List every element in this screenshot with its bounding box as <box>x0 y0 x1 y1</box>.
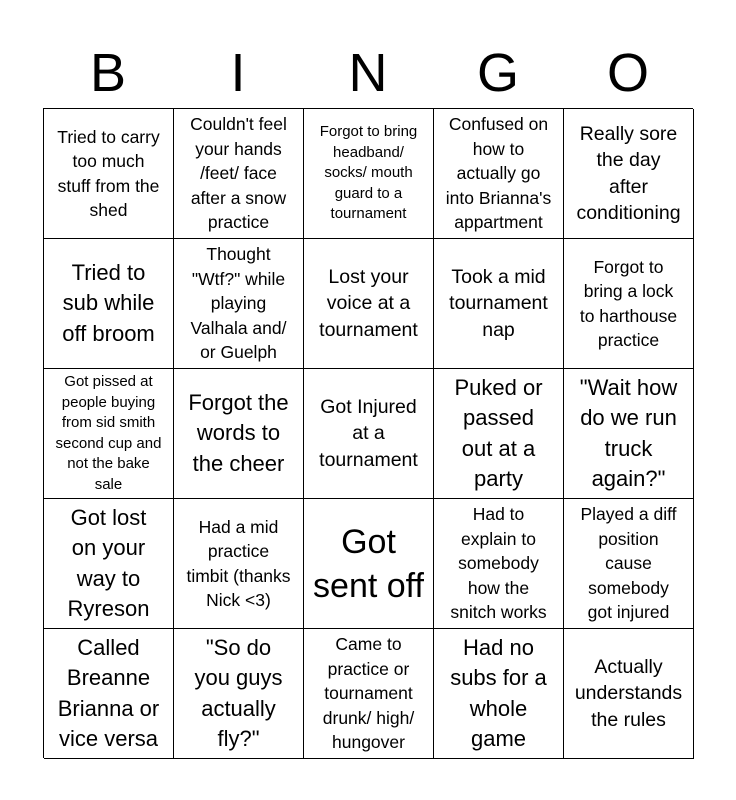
bingo-cell-r3-c5[interactable] <box>564 369 694 499</box>
header-letter-n: N <box>348 43 388 103</box>
bingo-header <box>43 38 693 108</box>
header-letter-i: I <box>230 43 246 103</box>
cell-text: Got pissed at people buying from sid smith second cup and not the bake sale <box>55 373 162 493</box>
bingo-cell-r5-c5[interactable] <box>564 629 694 759</box>
bingo-cell-r3-c2[interactable] <box>174 369 304 499</box>
bingo-cell-r3-c3[interactable] <box>304 369 434 499</box>
bingo-cell-r2-c1[interactable] <box>44 239 174 369</box>
bingo-cell-r4-c4[interactable] <box>434 499 564 629</box>
cell-text: Forgot to bring headband/ socks/ mouth guard to a tournament <box>319 123 418 223</box>
cell-text: Confused on how to actually go into Brianna's appartment <box>445 114 552 233</box>
cell-text: Thought "Wtf?" while playing Valhala and/ or Guelph <box>190 244 287 363</box>
bingo-cell-r2-c3[interactable] <box>304 239 434 369</box>
bingo-cell-r3-c1[interactable] <box>44 369 174 499</box>
bingo-cell-r5-c4[interactable] <box>434 629 564 759</box>
bingo-cell-r1-c1[interactable] <box>44 109 174 239</box>
cell-text: Couldn't feel your hands /feet/ face after a snow practice <box>190 114 287 233</box>
cell-text: Tried to carry too much stuff from the shed <box>57 126 160 220</box>
cell-text: Tried to sub while off broom <box>62 259 155 346</box>
cell-text: Had a mid practice timbit (thanks Nick <3) <box>186 516 291 610</box>
bingo-cell-r2-c5[interactable] <box>564 239 694 369</box>
cell-text: Came to practice or tournament drunk/ high/ hungover <box>322 634 415 753</box>
free-space-text: Got sent off <box>313 522 424 605</box>
cell-text: "Wait how do we run truck again?" <box>579 374 678 491</box>
bingo-cell-r1-c2[interactable] <box>174 109 304 239</box>
cell-text: Got Injured at a tournament <box>319 395 418 471</box>
cell-text: Actually understands the rules <box>574 655 683 731</box>
cell-text: Took a mid tournament nap <box>449 265 548 341</box>
cell-text: Had no subs for a whole game <box>450 634 547 751</box>
cell-text: Forgot to bring a lock to harthouse practice <box>579 256 678 350</box>
cell-text: Lost your voice at a tournament <box>319 265 418 341</box>
cell-text: Called Breanne Brianna or vice versa <box>57 634 160 751</box>
bingo-cell-r5-c1[interactable] <box>44 629 174 759</box>
cell-text: Got lost on your way to Ryreson <box>67 504 150 621</box>
header-letter-g: G <box>476 43 519 103</box>
bingo-cell-r4-c5[interactable] <box>564 499 694 629</box>
cell-text: Played a diff position cause somebody got injured <box>580 504 677 623</box>
bingo-cell-r2-c4[interactable] <box>434 239 564 369</box>
bingo-cell-r4-c1[interactable] <box>44 499 174 629</box>
cell-text: Had to explain to somebody how the snitch works <box>450 504 547 623</box>
bingo-cell-r1-c5[interactable] <box>564 109 694 239</box>
bingo-cell-r3-c4[interactable] <box>434 369 564 499</box>
bingo-cell-r1-c3[interactable] <box>304 109 434 239</box>
cell-text: Puked or passed out at a party <box>454 374 543 491</box>
cell-text: Really sore the day after conditioning <box>576 122 681 224</box>
cell-text: Forgot the words to the cheer <box>188 389 289 476</box>
bingo-cell-r5-c3[interactable] <box>304 629 434 759</box>
bingo-card <box>43 108 693 758</box>
header-letter-b: B <box>89 43 127 103</box>
header-letter-o: O <box>606 43 649 103</box>
bingo-cell-r4-c3-free[interactable] <box>304 499 434 629</box>
bingo-cell-r1-c4[interactable] <box>434 109 564 239</box>
cell-text: "So do you guys actually fly?" <box>194 634 283 751</box>
bingo-cell-r5-c2[interactable] <box>174 629 304 759</box>
bingo-cell-r2-c2[interactable] <box>174 239 304 369</box>
bingo-cell-r4-c2[interactable] <box>174 499 304 629</box>
